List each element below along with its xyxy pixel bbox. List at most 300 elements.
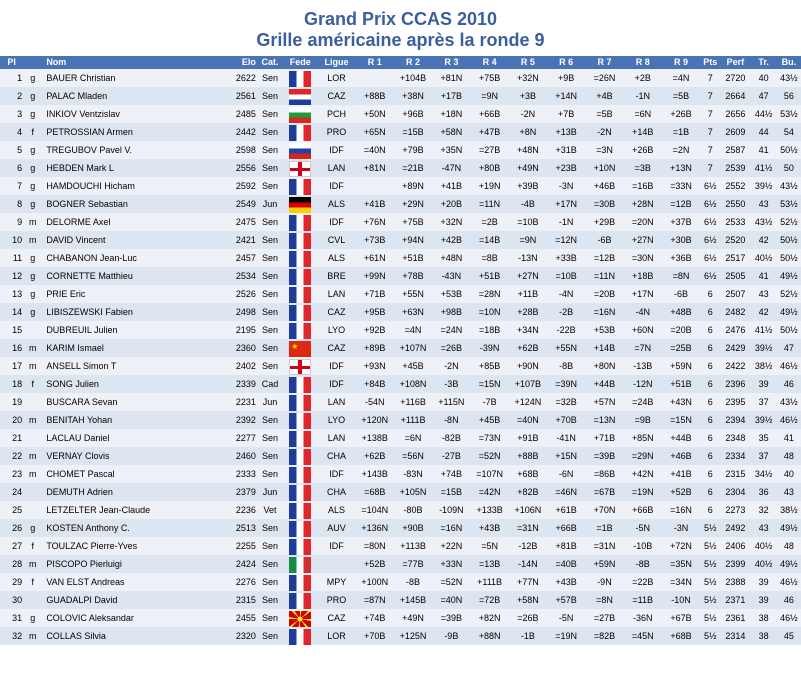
round-4-cell: =2B	[470, 213, 508, 231]
table-row	[0, 177, 801, 195]
table-row	[0, 213, 801, 231]
flag-fr-icon	[289, 305, 311, 321]
round-5-cell: -13N	[509, 249, 547, 267]
round-8-cell: =6N	[624, 105, 662, 123]
league-cell: IDF	[317, 213, 355, 231]
table-row	[0, 609, 801, 627]
performance-cell: 2609	[720, 123, 750, 141]
round-1-cell: +52B	[356, 555, 394, 573]
round-4-cell: +75B	[470, 69, 508, 87]
tiebreak-tr-cell: 41	[751, 267, 777, 285]
tiebreak-bu-cell: 38½	[777, 501, 801, 519]
flag-de-icon	[289, 197, 311, 213]
tiebreak-bu-cell: 49½	[777, 267, 801, 285]
round-9-cell: =12B	[662, 195, 700, 213]
federation-cell	[283, 447, 317, 465]
table-row	[0, 357, 801, 375]
title-cell: g	[23, 267, 42, 285]
player-name: BUSCARA Sevan	[42, 393, 218, 411]
category-cell: Sen	[257, 231, 283, 249]
title-cell: g	[23, 69, 42, 87]
header-row	[0, 56, 801, 69]
elo-cell: 2513	[219, 519, 257, 537]
player-name: KOSTEN Anthony C.	[42, 519, 218, 537]
round-6-cell: +17N	[547, 195, 585, 213]
round-7-cell: +29B	[585, 213, 623, 231]
round-6-cell: +61B	[547, 501, 585, 519]
rank-cell: 4	[0, 123, 23, 141]
player-name: DELORME Axel	[42, 213, 218, 231]
title-cell: m	[23, 627, 42, 645]
round-4-cell: =28N	[470, 285, 508, 303]
header-r7: R 7	[585, 56, 623, 69]
tiebreak-tr-cell: 47	[751, 87, 777, 105]
round-3-cell: -82B	[432, 429, 470, 447]
round-5-cell: -2N	[509, 105, 547, 123]
round-2-cell: +45B	[394, 357, 432, 375]
round-2-cell: +108N	[394, 375, 432, 393]
tiebreak-tr-cell: 44½	[751, 105, 777, 123]
category-cell: Sen	[257, 339, 283, 357]
round-9-cell: +37B	[662, 213, 700, 231]
elo-cell: 2236	[219, 501, 257, 519]
round-1-cell: +50N	[356, 105, 394, 123]
category-cell: Jun	[257, 393, 283, 411]
league-cell: LYO	[317, 321, 355, 339]
round-1-cell	[356, 69, 394, 87]
flag-fr-icon	[289, 449, 311, 465]
category-cell: Sen	[257, 285, 283, 303]
round-6-cell: -5N	[547, 609, 585, 627]
table-row	[0, 537, 801, 555]
performance-cell: 2396	[720, 375, 750, 393]
category-cell: Sen	[257, 267, 283, 285]
round-2-cell: +79B	[394, 141, 432, 159]
round-2-cell: +90B	[394, 519, 432, 537]
round-6-cell: +23B	[547, 159, 585, 177]
performance-cell: 2507	[720, 285, 750, 303]
round-8-cell: +66B	[624, 501, 662, 519]
player-name: SONG Julien	[42, 375, 218, 393]
round-8-cell: =3B	[624, 159, 662, 177]
points-cell: 6	[700, 465, 720, 483]
title-cell: g	[23, 285, 42, 303]
round-5-cell: +27N	[509, 267, 547, 285]
points-cell: 6½	[700, 249, 720, 267]
round-1-cell: +62B	[356, 447, 394, 465]
rank-cell: 11	[0, 249, 23, 267]
league-cell: CAZ	[317, 303, 355, 321]
round-5-cell: +68B	[509, 465, 547, 483]
round-4-cell: =73N	[470, 429, 508, 447]
round-2-cell: +63N	[394, 303, 432, 321]
round-4-cell: =11N	[470, 195, 508, 213]
round-1-cell: +81N	[356, 159, 394, 177]
page-title: Grand Prix CCAS 2010	[303, 9, 498, 29]
performance-cell: 2429	[720, 339, 750, 357]
round-9-cell: +41B	[662, 465, 700, 483]
category-cell: Sen	[257, 177, 283, 195]
round-6-cell: -6N	[547, 465, 585, 483]
round-4-cell: =42N	[470, 483, 508, 501]
round-4-cell: +45B	[470, 411, 508, 429]
round-1-cell: +70B	[356, 627, 394, 645]
round-3-cell: -8N	[432, 411, 470, 429]
performance-cell: 2550	[720, 195, 750, 213]
round-8-cell: +2B	[624, 69, 662, 87]
performance-cell: 2482	[720, 303, 750, 321]
round-2-cell: +78B	[394, 267, 432, 285]
round-8-cell: =45N	[624, 627, 662, 645]
elo-cell: 2549	[219, 195, 257, 213]
title-cell: f	[23, 375, 42, 393]
round-5-cell: +49N	[509, 159, 547, 177]
table-row	[0, 483, 801, 501]
tiebreak-bu-cell: 50½	[777, 231, 801, 249]
round-3-cell: =40N	[432, 591, 470, 609]
elo-cell: 2622	[219, 69, 257, 87]
performance-cell: 2422	[720, 357, 750, 375]
elo-cell: 2339	[219, 375, 257, 393]
federation-cell	[283, 249, 317, 267]
points-cell: 6	[700, 321, 720, 339]
points-cell: 5½	[700, 573, 720, 591]
elo-cell: 2392	[219, 411, 257, 429]
round-4-cell: +47B	[470, 123, 508, 141]
tiebreak-bu-cell: 50	[777, 159, 801, 177]
category-cell: Sen	[257, 519, 283, 537]
title-block	[0, 0, 801, 56]
player-name: HAMDOUCHI Hicham	[42, 177, 218, 195]
round-7-cell: =11N	[585, 267, 623, 285]
tiebreak-tr-cell: 40	[751, 69, 777, 87]
performance-cell: 2315	[720, 465, 750, 483]
performance-cell: 2720	[720, 69, 750, 87]
round-2-cell: +125N	[394, 627, 432, 645]
table-row	[0, 303, 801, 321]
round-8-cell: =29N	[624, 447, 662, 465]
player-name: INKIOV Ventzislav	[42, 105, 218, 123]
league-cell: CHA	[317, 483, 355, 501]
elo-cell: 2276	[219, 573, 257, 591]
round-6-cell: +7B	[547, 105, 585, 123]
round-9-cell: +67B	[662, 609, 700, 627]
elo-cell: 2475	[219, 213, 257, 231]
round-7-cell: +10N	[585, 159, 623, 177]
elo-cell: 2255	[219, 537, 257, 555]
flag-fr-icon	[289, 629, 311, 645]
round-9-cell: =5B	[662, 87, 700, 105]
tiebreak-tr-cell: 41½	[751, 159, 777, 177]
federation-cell	[283, 411, 317, 429]
rank-cell: 12	[0, 267, 23, 285]
round-7-cell: +14B	[585, 339, 623, 357]
table-row	[0, 555, 801, 573]
category-cell: Sen	[257, 357, 283, 375]
round-8-cell: +27N	[624, 231, 662, 249]
federation-cell	[283, 501, 317, 519]
round-7-cell: +70N	[585, 501, 623, 519]
round-8-cell: -13B	[624, 357, 662, 375]
tiebreak-bu-cell: 48	[777, 447, 801, 465]
round-3-cell: +18N	[432, 105, 470, 123]
table-row	[0, 195, 801, 213]
round-4-cell: =9N	[470, 87, 508, 105]
round-6-cell: +55N	[547, 339, 585, 357]
points-cell: 7	[700, 123, 720, 141]
federation-cell	[283, 177, 317, 195]
round-3-cell: -3B	[432, 375, 470, 393]
flag-fr-icon	[289, 323, 311, 339]
category-cell: Sen	[257, 87, 283, 105]
league-cell: CHA	[317, 447, 355, 465]
round-8-cell: =20N	[624, 213, 662, 231]
round-3-cell: +81N	[432, 69, 470, 87]
performance-cell: 2656	[720, 105, 750, 123]
performance-cell: 2394	[720, 411, 750, 429]
points-cell: 5½	[700, 537, 720, 555]
tiebreak-tr-cell: 39	[751, 375, 777, 393]
tiebreak-bu-cell: 43½	[777, 177, 801, 195]
round-4-cell: -39N	[470, 339, 508, 357]
round-2-cell: +113B	[394, 537, 432, 555]
flag-fr-icon	[289, 431, 311, 447]
league-cell: IDF	[317, 141, 355, 159]
category-cell: Sen	[257, 411, 283, 429]
round-9-cell: +44B	[662, 429, 700, 447]
flag-mk-icon	[289, 611, 311, 627]
round-3-cell: +53B	[432, 285, 470, 303]
header-r8: R 8	[624, 56, 662, 69]
round-6-cell: =12N	[547, 231, 585, 249]
league-cell: IDF	[317, 375, 355, 393]
rank-cell: 20	[0, 411, 23, 429]
performance-cell: 2348	[720, 429, 750, 447]
elo-cell: 2598	[219, 141, 257, 159]
rank-cell: 5	[0, 141, 23, 159]
category-cell: Sen	[257, 141, 283, 159]
federation-cell	[283, 123, 317, 141]
tiebreak-tr-cell: 41½	[751, 321, 777, 339]
title-cell	[23, 591, 42, 609]
player-name: CORNETTE Matthieu	[42, 267, 218, 285]
federation-cell	[283, 159, 317, 177]
header-ligue: Ligue	[317, 56, 355, 69]
tiebreak-tr-cell: 39½	[751, 411, 777, 429]
round-7-cell: =39B	[585, 447, 623, 465]
title-cell	[23, 321, 42, 339]
category-cell: Sen	[257, 69, 283, 87]
elo-cell: 2498	[219, 303, 257, 321]
league-cell: IDF	[317, 357, 355, 375]
table-row	[0, 519, 801, 537]
round-6-cell: +70B	[547, 411, 585, 429]
elo-cell: 2402	[219, 357, 257, 375]
header-perf: Perf	[720, 56, 750, 69]
round-1-cell: +84B	[356, 375, 394, 393]
tiebreak-bu-cell: 46½	[777, 357, 801, 375]
round-6-cell: =39N	[547, 375, 585, 393]
league-cell: BRE	[317, 267, 355, 285]
round-2-cell: +55N	[394, 285, 432, 303]
round-2-cell: -83N	[394, 465, 432, 483]
title-cell	[23, 393, 42, 411]
category-cell: Jun	[257, 483, 283, 501]
performance-cell: 2664	[720, 87, 750, 105]
header-nom: Nom	[42, 56, 218, 69]
round-2-cell: =56N	[394, 447, 432, 465]
round-8-cell: -1N	[624, 87, 662, 105]
tiebreak-bu-cell: 49½	[777, 303, 801, 321]
round-2-cell: =21B	[394, 159, 432, 177]
elo-cell: 2485	[219, 105, 257, 123]
flag-en-icon	[289, 161, 311, 177]
flag-ru-icon	[289, 143, 311, 159]
round-2-cell: +75B	[394, 213, 432, 231]
federation-cell	[283, 573, 317, 591]
federation-cell	[283, 69, 317, 87]
header-tr: Tr.	[751, 56, 777, 69]
round-1-cell: +73B	[356, 231, 394, 249]
points-cell: 6½	[700, 177, 720, 195]
round-1-cell: +92B	[356, 321, 394, 339]
category-cell: Jun	[257, 195, 283, 213]
round-4-cell: =18B	[470, 321, 508, 339]
tiebreak-bu-cell: 46½	[777, 609, 801, 627]
round-3-cell: =24N	[432, 321, 470, 339]
league-cell: PRO	[317, 591, 355, 609]
tiebreak-bu-cell: 52½	[777, 285, 801, 303]
points-cell: 5½	[700, 555, 720, 573]
title-cell: g	[23, 105, 42, 123]
round-6-cell: +9B	[547, 69, 585, 87]
round-9-cell: =25B	[662, 339, 700, 357]
title-cell: m	[23, 357, 42, 375]
tiebreak-tr-cell: 44	[751, 123, 777, 141]
flag-fr-icon	[289, 287, 311, 303]
round-8-cell: =7N	[624, 339, 662, 357]
elo-cell: 2455	[219, 609, 257, 627]
round-8-cell: =16B	[624, 177, 662, 195]
tiebreak-tr-cell: 40½	[751, 555, 777, 573]
round-9-cell: =34N	[662, 573, 700, 591]
round-2-cell: +49N	[394, 609, 432, 627]
flag-fr-icon	[289, 215, 311, 231]
round-8-cell: =11B	[624, 591, 662, 609]
header-r6: R 6	[547, 56, 585, 69]
round-7-cell: =82B	[585, 627, 623, 645]
round-6-cell: +13B	[547, 123, 585, 141]
player-name: CHOMET Pascal	[42, 465, 218, 483]
round-2-cell: +145B	[394, 591, 432, 609]
round-7-cell: +46B	[585, 177, 623, 195]
round-2-cell: +105N	[394, 483, 432, 501]
category-cell: Sen	[257, 573, 283, 591]
round-7-cell: +59N	[585, 555, 623, 573]
performance-cell: 2304	[720, 483, 750, 501]
round-2-cell: +104B	[394, 69, 432, 87]
title-cell: g	[23, 141, 42, 159]
header-r9: R 9	[662, 56, 700, 69]
league-cell: IDF	[317, 537, 355, 555]
points-cell: 6½	[700, 267, 720, 285]
rank-cell: 1	[0, 69, 23, 87]
round-9-cell: =33N	[662, 177, 700, 195]
rank-cell: 32	[0, 627, 23, 645]
round-1-cell: -54N	[356, 393, 394, 411]
title-cell: g	[23, 249, 42, 267]
tiebreak-bu-cell: 46	[777, 591, 801, 609]
elo-cell: 2360	[219, 339, 257, 357]
federation-cell	[283, 339, 317, 357]
federation-cell	[283, 285, 317, 303]
league-cell: LOR	[317, 69, 355, 87]
flag-hr-icon	[289, 89, 311, 105]
round-9-cell: +72N	[662, 537, 700, 555]
performance-cell: 2314	[720, 627, 750, 645]
tiebreak-bu-cell: 40	[777, 465, 801, 483]
league-cell: CAZ	[317, 609, 355, 627]
round-5-cell: +90N	[509, 357, 547, 375]
performance-cell: 2533	[720, 213, 750, 231]
title-cell: g	[23, 303, 42, 321]
round-8-cell: +18B	[624, 267, 662, 285]
round-1-cell: +100N	[356, 573, 394, 591]
league-cell: CAZ	[317, 339, 355, 357]
title-cell: g	[23, 609, 42, 627]
tiebreak-bu-cell: 48	[777, 537, 801, 555]
round-9-cell: +26B	[662, 105, 700, 123]
header-r1: R 1	[356, 56, 394, 69]
header-r4: R 4	[470, 56, 508, 69]
round-7-cell: +71B	[585, 429, 623, 447]
federation-cell	[283, 267, 317, 285]
federation-cell	[283, 519, 317, 537]
federation-cell	[283, 105, 317, 123]
league-cell: LAN	[317, 429, 355, 447]
round-9-cell: +36B	[662, 249, 700, 267]
rank-cell: 2	[0, 87, 23, 105]
points-cell: 7	[700, 69, 720, 87]
league-cell: CVL	[317, 231, 355, 249]
tiebreak-bu-cell: 50½	[777, 141, 801, 159]
tiebreak-tr-cell: 37	[751, 393, 777, 411]
category-cell: Sen	[257, 591, 283, 609]
federation-cell	[283, 429, 317, 447]
round-9-cell: +30B	[662, 231, 700, 249]
performance-cell: 2520	[720, 231, 750, 249]
round-3-cell: +41B	[432, 177, 470, 195]
round-3-cell: =52N	[432, 573, 470, 591]
round-7-cell: =26N	[585, 69, 623, 87]
round-8-cell: -12N	[624, 375, 662, 393]
federation-cell	[283, 465, 317, 483]
category-cell: Sen	[257, 105, 283, 123]
category-cell: Sen	[257, 465, 283, 483]
tiebreak-tr-cell: 38	[751, 627, 777, 645]
round-9-cell: +43N	[662, 393, 700, 411]
points-cell: 5½	[700, 591, 720, 609]
rank-cell: 24	[0, 483, 23, 501]
round-3-cell: -43N	[432, 267, 470, 285]
round-5-cell: +58N	[509, 591, 547, 609]
title-cell: g	[23, 195, 42, 213]
tiebreak-bu-cell: 50½	[777, 321, 801, 339]
elo-cell: 2526	[219, 285, 257, 303]
tiebreak-tr-cell: 42	[751, 303, 777, 321]
federation-cell	[283, 591, 317, 609]
round-5-cell: -14N	[509, 555, 547, 573]
